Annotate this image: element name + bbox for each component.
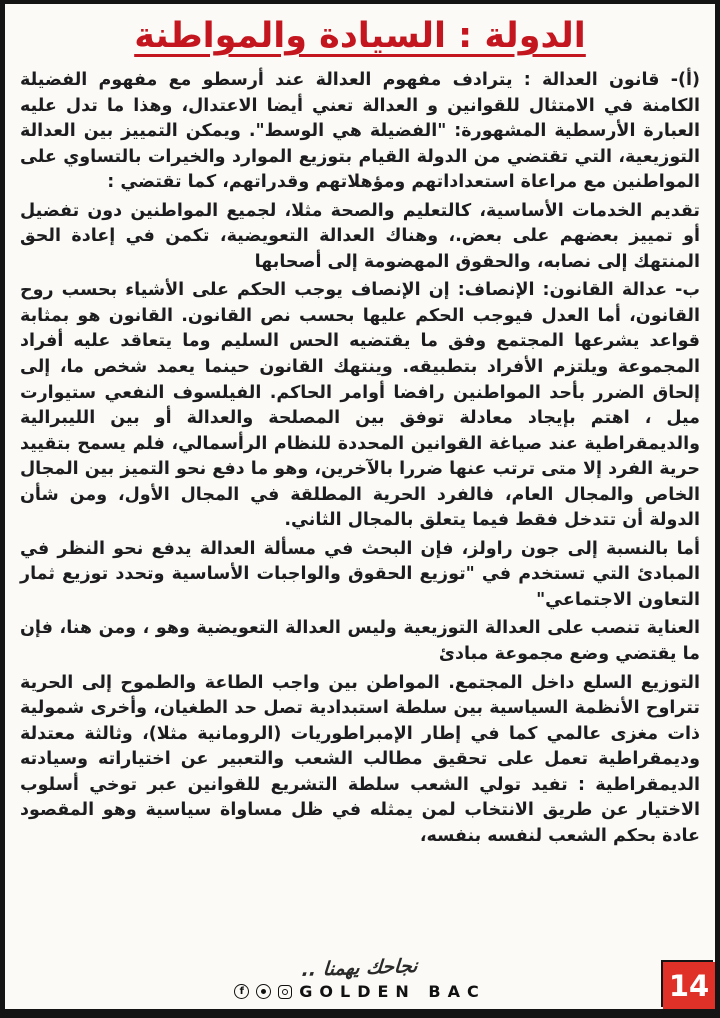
instagram-icon <box>278 985 292 999</box>
paragraph-basic-services: تقديم الخدمات الأساسية، كالتعليم والصحة مثلا، لجميع المواطنين دون تفضيل أو تمييز بعضهم على بعض.، وهناك العدالة التعويضية، تكمن في إعادة الحق المنتهك إلى نصابه، والحقوق المهضومة إلى أصحابها <box>20 200 700 272</box>
paragraph-citizen-obedience: التوزيع السلع داخل المجتمع. المواطن بين واجب الطاعة والطموح إلى الحرية تتراوح الأنظمة السياسية بين سلطة استبدادية تصل حد الطغيان، وأخرى شمولية ذات مغزى عالمي كما في إطار الإمبراطوريات (الرومانية مثلا)، وثالثة معتدلة وديمقراطية تعمل على تحقيق مطالب الشعب والتعبير عن اختياراته وسيادته الديمقراطية : تفيد تولي الشعب سلطة التشريع للقوانين عبر توخي أسلوب الاختيار عن طريق الانتخاب لمن يمثله في ظل مساواة سياسية وهو المقصود عادة بحكم الشعب لنفسه بنفسه، <box>20 672 700 846</box>
handwritten-signature: نجاحك يهمنا .. <box>301 954 419 982</box>
paragraph-rawls: أما بالنسبة إلى جون راولز، فإن البحث في مسألة العدالة يدفع نحو النظر في المبادئ التي تستخدم في "توزيع الحقوق والواجبات الأساسية وتحدد توزيع ثمار التعاون الاجتماعي" <box>20 538 700 610</box>
lesson-text <box>20 68 700 849</box>
paragraph-justice-law: (أ)- قانون العدالة : يترادف مفهوم العدالة عند أرسطو مع مفهوم الفضيلة الكامنة في الامتثال للقوانين و العدالة تعني أيضا الاعتدال، وهذا ما تدل عليه العبارة الأرسطية المشهورة: "الفضيلة هي الوسط". ويمكن التمييز بين العدالة التوزيعية، التي تقتضي من الدولة القيام بتوزيع الموارد والخيرات بالتساوي على المواطنين مع مراعاة استعداداتهم ومؤهلاتهم وقدراتهم، كما تقتضي : <box>20 70 700 193</box>
instagram-lens <box>282 989 288 995</box>
page-title: الدولة : السيادة والمواطنة <box>134 16 586 56</box>
paragraph-distributive-care: العناية تنصب على العدالة التوزيعية وليس العدالة التعويضية وهو ، ومن هنا، فإن ما يقتضي وضع مجموعة مبادئ <box>20 618 700 665</box>
page-content <box>5 4 715 849</box>
page-number-badge: 14 <box>663 962 715 1009</box>
facebook-icon: f <box>234 984 249 999</box>
page-footer <box>5 954 715 1001</box>
brand-name: GOLDEN BAC <box>299 982 486 1001</box>
circled-dot-icon <box>256 984 271 999</box>
dot <box>261 989 266 994</box>
paragraph-law-fairness: ب- عدالة القانون: الإنصاف: إن الإنصاف يوجب الحكم على الأشياء بحسب روح القانون، أما العدل فيوجب الحكم عليها بحسب نص القانون. القانون هو بمثابة قواعد يشرعها المجتمع وفق ما يقتضيه الحس السليم وما يتعاقد عليه أفراد المجموعة ويلتزم الأفراد بتطبيقه. وينتهك القانون حينما يعمد شخص ما، إلى إلحاق الضرر بأحد المواطنين رافضا أوامر الحاكم. الفيلسوف النفعي ستيوارت ميل ، اهتم بإيجاد معادلة توفق بين المصلحة والعدالة أو بين الليبرالية والديمقراطية عند صياغة القوانين المحددة للنظام الرأسمالي، فلم يسمح بتقييد حرية الفرد إلا متى ترتب عنها ضررا بالآخرين، وهو ما دفع نحو التميز بين المجال الخاص والمجال العام، فالفرد الحرية المطلقة في المجال الأول، ومن شأن الدولة أن تتدخل فقط فيما يتعلق بالمجال الثاني. <box>20 280 700 531</box>
brand-row <box>5 982 715 1001</box>
